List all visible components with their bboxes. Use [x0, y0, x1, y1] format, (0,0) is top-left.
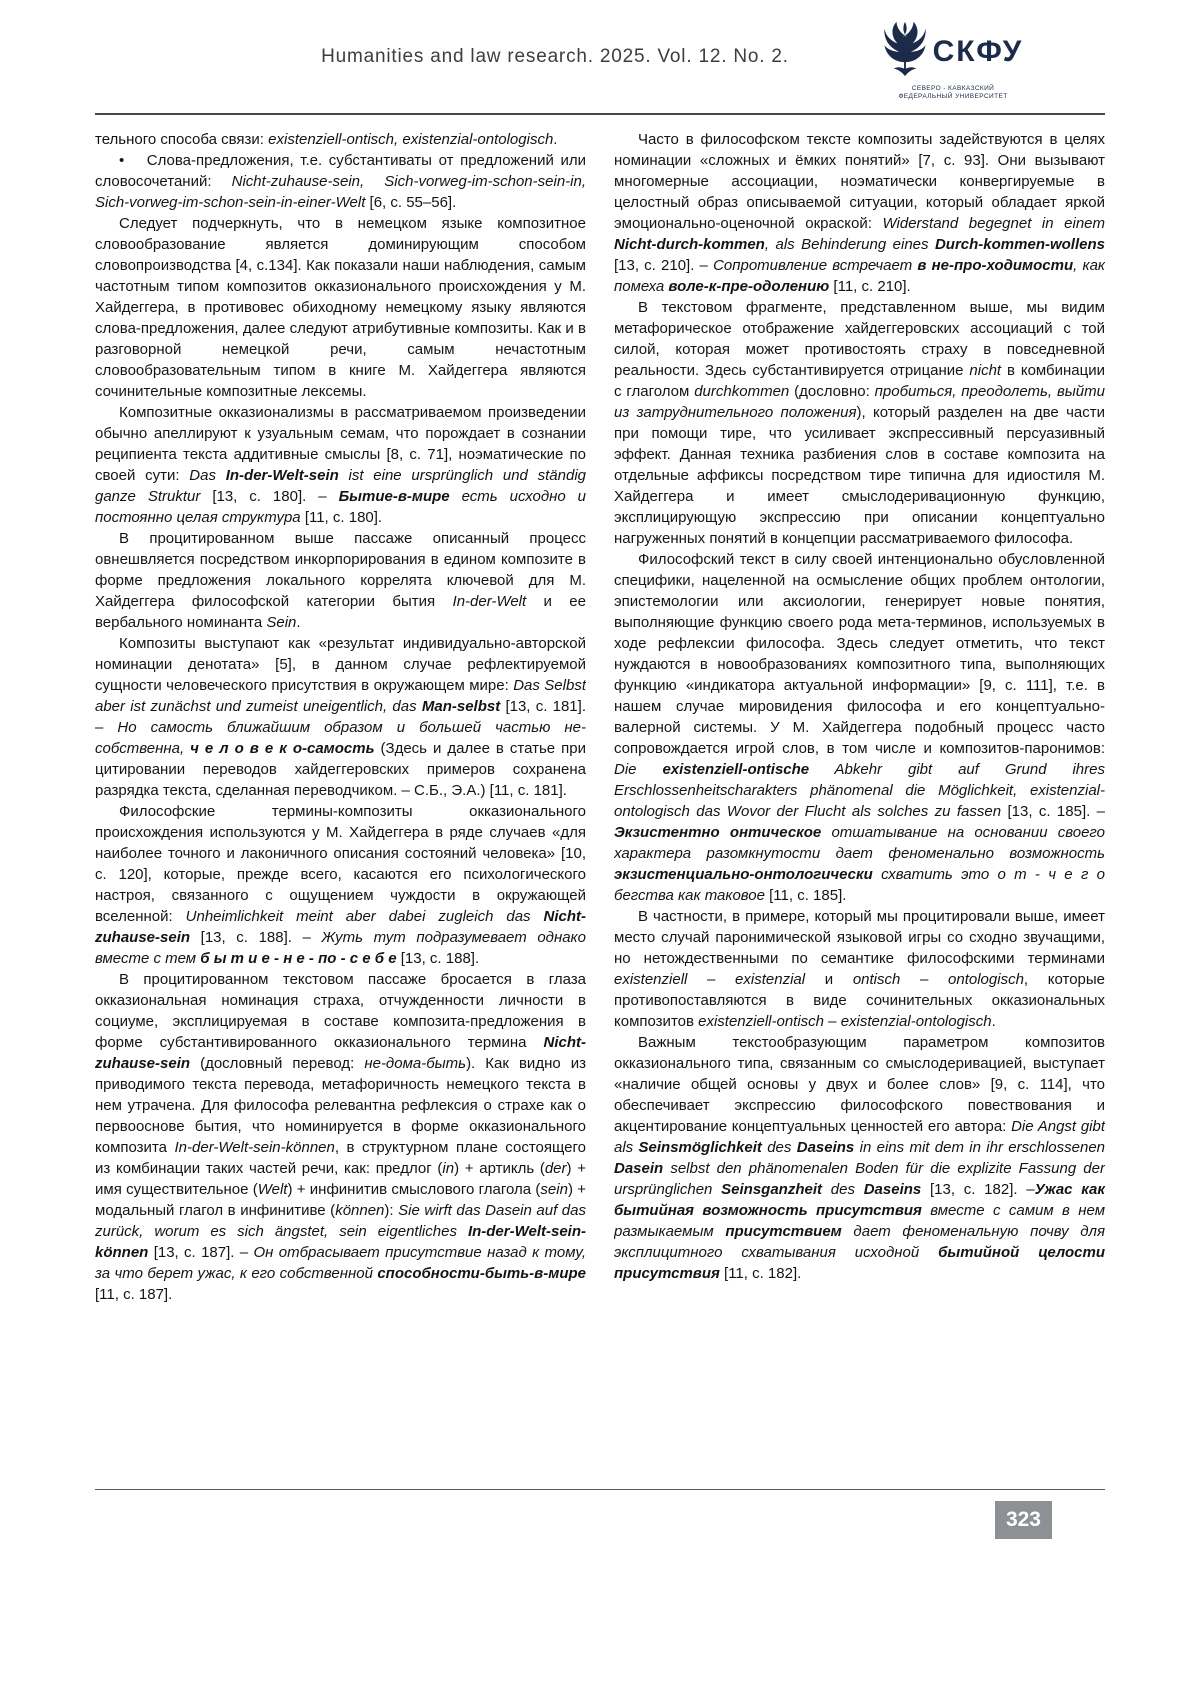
text-run: [11, с. 182].: [719, 1265, 802, 1282]
text-run: присутствием: [725, 1223, 842, 1240]
text-run: Welt: [257, 1181, 288, 1198]
paragraph: [95, 402, 586, 528]
text-run: [11, с. 210].: [829, 278, 911, 295]
paragraph: [614, 297, 1105, 549]
text-run: дает феноменальную почву для эксплицитного схватывания исходной: [614, 1223, 1105, 1261]
text-run: Следует подчеркнуть, что в немецком языке композитное словообразование является доминирующим способом словопроизводства [4, с.134]. Как показали наши наблюдения, самым частотным типом композитов окказионального происхождения у М. Хайдеггера, в противовес обиходному немецкому языку являются слова-предложения, далее следуют атрибутивные композиты. Как и в разговорной немецкой речи, самым нечастотным словообразовательным типом в книге М. Хайдеггера являются сочинительные композитные лексемы.: [95, 215, 586, 400]
text-run: [13, с. 210]. –: [614, 257, 714, 274]
text-run: des: [822, 1181, 864, 1198]
footer-divider: [95, 1489, 1105, 1490]
text-run: Жуть тут подразумевает однако вместе с тем: [95, 929, 586, 967]
text-run: .: [991, 1013, 996, 1030]
text-run: der: [544, 1160, 567, 1177]
text-run: Ужас как бытийная возможность присутствия: [614, 1181, 1105, 1219]
text-run: Die: [614, 761, 663, 778]
text-run: ist eine ursprünglich und ständig ganze Struktur: [95, 467, 586, 505]
text-run: existenziell-ontisch, existenzial-ontologisch: [268, 131, 554, 148]
text-run: в не-про-ходимости: [917, 257, 1074, 274]
text-run: отшатывание на основании своего характера разомкнутости дает феноменально возможность: [614, 824, 1105, 862]
text-run: [6, с. 55–56].: [365, 194, 457, 211]
text-run: Widerstand begegnet in einem: [882, 215, 1105, 232]
text-run: [11, с. 185].: [764, 887, 847, 904]
text-run: схватить это о т - ч е г о бегства как таковое: [614, 866, 1105, 904]
text-run: вместе с самим в нем размыкаемым: [614, 1202, 1105, 1240]
paragraph: [95, 801, 586, 969]
text-run: sein: [540, 1181, 568, 1198]
text-run: Но самость ближайшим образом и большей частью не-собственна,: [95, 719, 586, 757]
text-run: Abkehr gibt auf Grund ihres Erschlossenheitscharakters phänomenal die Möglichkeit, existenzial-ontologisch das Wovor der Flucht als solches zu fassen: [614, 761, 1105, 820]
text-run: Seinsganzheit: [721, 1181, 823, 1198]
text-run: ), который разделен на две части при помощи тире, что усиливает экспрессивный персуазивный эффект. Данная техника разбиения слов в составе композита на отдельные аффиксы посредством тире типична для идиостиля М. Хайдеггера и имеет смыслодеривационную функцию, эксплицирующую экспрессию при описании концептуально нагруженных понятий в концепции рассматриваемого философа.: [614, 404, 1105, 547]
text-run: In-der-Welt-sein-können: [95, 1223, 586, 1261]
text-run: Композиты выступают как «результат индивидуально-авторской номинации денотата» [5], в данном случае рефлектируемой сущности человеческого присутствия в окружающем мире:: [95, 635, 586, 694]
text-run: в комбинации с глаголом: [614, 362, 1105, 400]
text-run: .: [296, 614, 301, 631]
text-run: können: [335, 1202, 385, 1219]
text-run: и ее вербального номинанта: [95, 593, 586, 631]
text-run: [13, с. 185]. –: [1001, 803, 1105, 820]
journal-title: Humanities and law research. 2025. Vol. 12. No. 2.: [321, 46, 789, 67]
text-run: Важным текстообразующим параметром композитов окказионального типа, связанным со смыслодеривацией, выступает «наличие общей основы у двух и более слов» [9, с. 114], что обеспечивает экспрессию философского повествования и акцентирование концептуальных ценностей его автора:: [614, 1034, 1105, 1135]
text-run: и: [805, 971, 853, 988]
text-run: Daseins: [863, 1181, 922, 1198]
logo-subtext: [898, 85, 1007, 101]
text-run: (дословный перевод:: [190, 1055, 365, 1072]
logo-subtext-line2: ФЕДЕРАЛЬНЫЙ УНИВЕРСИТЕТ: [898, 93, 1008, 100]
text-run: Seinsmöglichkeit: [638, 1139, 762, 1156]
text-run: des: [761, 1139, 797, 1156]
text-run: б ы т и е - н е - по - с е б е: [200, 950, 401, 967]
text-run: durchkommen: [694, 383, 790, 400]
text-run: ):: [384, 1202, 399, 1219]
text-run: In-der-Welt: [452, 593, 527, 610]
text-run: В текстовом фрагменте, представленном выше, мы видим метафорическое отображение хайдеггеровских ассоциаций с той силой, которая может противостоять страху в повседневной реальности. Здесь субстантивируется отрицание: [614, 299, 1105, 379]
text-run: , как помеха: [614, 257, 1105, 295]
text-run: [13, с. 182]. –: [921, 1181, 1035, 1198]
text-run: ontisch – ontologisch: [852, 971, 1024, 988]
text-run: in: [442, 1160, 455, 1177]
paragraph: [95, 633, 586, 801]
text-run: ) + инфинитив смыслового глагола (: [287, 1181, 541, 1198]
text-run: воле-к-пре-одолению: [668, 278, 830, 295]
text-run: Man-selbst: [421, 698, 501, 715]
text-run: In-der-Welt-sein-können: [174, 1139, 335, 1156]
logo-subtext-line1: СЕВЕРО - КАВКАЗСКИЙ: [911, 85, 995, 92]
text-run: existenziell-ontische: [662, 761, 810, 778]
text-run: не-дома-быть: [364, 1055, 467, 1072]
text-run: Durch-kommen-wollens: [934, 236, 1105, 253]
text-run: Композитные окказионализмы в рассматриваемом произведении обычно апеллируют к узуальным семам, что порождает в сознании реципиента текста аддитивные смыслы [8, с. 71], ноэматические по своей сути:: [95, 404, 586, 484]
text-run: Nicht-durch-kommen: [614, 236, 765, 253]
text-run: [13, с. 188].: [400, 950, 480, 967]
page-number: 323: [995, 1501, 1052, 1539]
text-run: , в структурном плане состоящего из комбинации таких частей речи, как: предлог (: [95, 1139, 586, 1177]
text-run: Sie wirft das Dasein auf das zurück, worum es sich ängstet, sein eigentliches: [95, 1202, 586, 1240]
text-run: В процитированном выше пассаже описанный процесс овнешвляется посредством инкорпорирования в едином композите в форме предложения локального коррелята ключевой для М. Хайдеггера философской категории бытия: [95, 530, 586, 610]
paragraph: [614, 906, 1105, 1032]
text-run: (Здесь и далее в статье при цитировании переводов хайдеггеровских примеров сохранена разрядка текста, сделанная переводчиком. – С.Б., Э.А.) [11, с. 181].: [95, 740, 586, 799]
text-run: Das: [189, 467, 226, 484]
text-run: Dasein: [614, 1160, 664, 1177]
text-run: Daseins: [796, 1139, 855, 1156]
text-run: [11, с. 187].: [95, 1286, 173, 1303]
text-run: ) + имя существительное (: [95, 1160, 586, 1198]
logo-acronym: СКФУ: [932, 34, 1024, 68]
paragraph: [614, 549, 1105, 906]
paragraph: [614, 129, 1105, 297]
text-run: existenziell – existenzial: [614, 971, 806, 988]
text-run: экзистенциально-онтологически: [614, 866, 873, 883]
text-run: [13, с. 188]. –: [190, 929, 322, 946]
paragraph: [95, 213, 586, 402]
logo-row: [883, 20, 1024, 83]
paragraph: [614, 1032, 1105, 1284]
text-run: Экзистентно онтическое: [614, 824, 822, 841]
paragraph: [95, 969, 586, 1305]
text-run: [11, с. 180].: [304, 509, 383, 526]
text-run: In-der-Welt-sein: [225, 467, 339, 484]
text-run: ч е л о в е к о-самость: [190, 740, 375, 757]
left-column: [95, 129, 586, 1481]
text-run: • Слова-предложения, т.е. субстантиваты от предложений или словосочетаний:: [95, 152, 586, 190]
text-run: , которые противопоставляются в виде сочинительных окказиональных композитов: [614, 971, 1105, 1030]
text-run: бытийной целости присутствия: [614, 1244, 1105, 1282]
text-run: [13, с. 187]. –: [148, 1244, 254, 1261]
text-run: Unheimlichkeit meint aber dabei zugleich das: [185, 908, 544, 925]
text-run: Nicht-zuhause-sein, Sich-vorweg-im-schon-sein-in, Sich-vorweg-im-schon-sein-in-einer-Welt: [95, 173, 586, 211]
text-run: Das Selbst aber ist zunächst und zumeist uneigentlich, das: [95, 677, 586, 715]
text-run: Часто в философском тексте композиты задействуются в целях номинации «сложных и ёмких понятий» [7, с. 93]. Они вызывают многомерные ассоциации, ноэматически конвергируемые в целостный образ описываемой ситуации, который обладает яркой эмоционально-оценочной окраской:: [614, 131, 1105, 232]
text-run: способности-быть-в-мире: [377, 1265, 586, 1282]
text-run: Сопротивление встречает: [713, 257, 918, 274]
text-run: Бытие-в-мире: [338, 488, 450, 505]
text-run: .: [553, 131, 558, 148]
text-run: В процитированном текстовом пассаже бросается в глаза окказиональная номинация страха, отчужденности личности в социуме, эксплицируемая в составе композита-предложения в форме субстантивированного окказионального термина: [95, 971, 586, 1051]
text-run: ). Как видно из приводимого текста перевода, метафоричность немецкого текста в нем утрачена. Для философа релевантна рефлексия о страхе как о первооснове бытия, что номинируется в форме окказионального композита: [95, 1055, 586, 1156]
text-run: , als Behinderung eines: [764, 236, 935, 253]
text-run: Философский текст в силу своей интенционально обусловленной специфики, нацеленной на осмысление общих проблем онтологии, эпистемологии или аксиологии, генерирует новые понятия, выполняющие функцию своего рода мета-терминов, используемых в ходе рефлексии философа. Здесь следует отметить, что текст нуждаются в новообразованиях композитного типа, выполняющих функцию «индикатора актуальной информации» [9, с. 111], т.е. в нашем случае мировидения философа и его концептуально-валерной системы. У М. Хайдеггера подобный процесс часто сопровождается игрой слов, в том числе и композитов-паронимов:: [614, 551, 1105, 757]
text-run: Sein: [266, 614, 297, 631]
text-run: [13, с. 181]. –: [95, 698, 586, 736]
text-run: in eins mit dem in ihr erschlossenen: [854, 1139, 1105, 1156]
eagle-emblem-icon: [883, 20, 927, 83]
paragraph: [95, 129, 586, 150]
text-run: selbst den phänomenalen Boden für die explizite Fassung der ursprünglichen: [614, 1160, 1105, 1198]
text-run: existenziell-ontisch – existenzial-ontologisch: [698, 1013, 992, 1030]
text-run: В частности, в примере, который мы процитировали выше, имеет место случай паронимической языковой игры со сходно звучащими, но нетождественными по семантике философскими терминами: [614, 908, 1105, 967]
right-column: [614, 129, 1105, 1481]
text-run: (дословно:: [789, 383, 875, 400]
text-run: ) + модальный глагол в инфинитиве (: [95, 1181, 586, 1219]
text-run: есть исходно и постоянно целая структура: [95, 488, 586, 526]
text-run: Nicht-zuhause-sein: [95, 908, 586, 946]
text-run: Nicht-zuhause-sein: [95, 1034, 586, 1072]
paragraph: [95, 150, 586, 213]
text-run: [13, с. 180]. –: [212, 488, 339, 505]
header-divider: [95, 113, 1105, 115]
text-run: Философские термины-композиты окказионального происхождения используются у М. Хайдеггера в ряде случаев «для наиболее точного и лаконичного описания состояний человека» [10, с. 120], которые, прежде всего, касаются его психологического настроя, связанного с ощущением чуждости в окружающей вселенной:: [95, 803, 586, 925]
text-run: Die Angst gibt als: [614, 1118, 1105, 1156]
text-run: пробиться, преодолеть, выйти из затруднительного положения: [614, 383, 1105, 421]
text-run: nicht: [969, 362, 1002, 379]
text-run: ) + артикль (: [454, 1160, 545, 1177]
paragraph: [95, 528, 586, 633]
university-logo: [878, 20, 1028, 101]
text-run: тельного способа связи:: [95, 131, 269, 148]
article-body: [95, 129, 1105, 1481]
text-run: Он отбрасывает присутствие назад к тому, за что берет ужас, к его собственной: [95, 1244, 586, 1282]
